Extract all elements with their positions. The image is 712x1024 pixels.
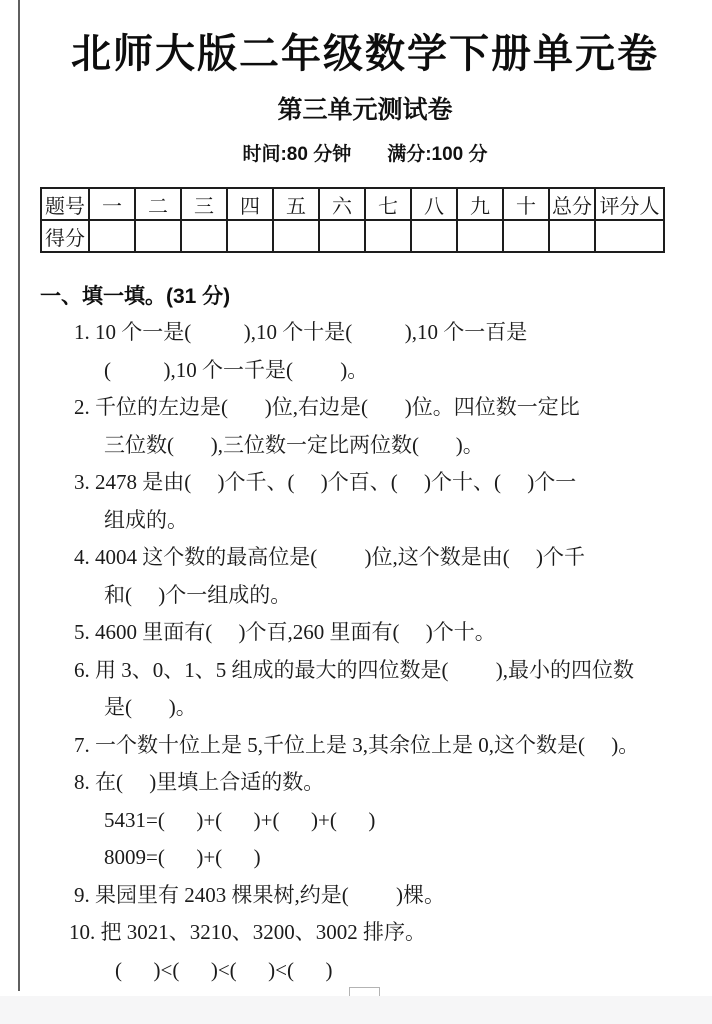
col-header-7: 七 xyxy=(365,188,411,220)
score-row-label: 得分 xyxy=(41,220,89,252)
question-10-line-2: ( )<( )<( )<( ) xyxy=(115,957,333,982)
time-limit-label: 时间:80 分钟 xyxy=(242,144,352,165)
col-header-2: 二 xyxy=(135,188,181,220)
col-header-5: 五 xyxy=(273,188,319,220)
grader-header: 评分人 xyxy=(595,188,664,220)
fill-in-questions xyxy=(40,314,690,989)
score-table xyxy=(40,187,665,253)
score-cell xyxy=(135,220,181,252)
page-bottom-edge xyxy=(0,996,712,1024)
score-cell xyxy=(411,220,457,252)
question-number-label: 题号 xyxy=(41,188,89,220)
question-6-line-1: 6. 用 3、0、1、5 组成的最大的四位数是( ),最小的四位数 xyxy=(74,657,634,682)
total-score-header: 总分 xyxy=(549,188,595,220)
question-6-line-2: 是( )。 xyxy=(104,695,197,719)
question-8-line-3: 8009=( )+( ) xyxy=(104,845,261,869)
full-score-label: 满分:100 分 xyxy=(387,144,488,165)
score-cell xyxy=(273,220,319,252)
question-1-line-1: 1. 10 个一是( ),10 个十是( ),10 个一百是 xyxy=(74,320,528,344)
score-cell xyxy=(227,220,273,252)
score-cell xyxy=(457,220,503,252)
question-8-line-2: 5431=( )+( )+( )+( ) xyxy=(104,807,376,832)
col-header-3: 三 xyxy=(181,188,227,220)
question-2-line-1: 2. 千位的左边是( )位,右边是( )位。四位数一定比 xyxy=(74,395,580,419)
score-cell xyxy=(319,220,365,252)
exam-info-line xyxy=(40,143,690,166)
unit-subtitle: 第三单元测试卷 xyxy=(277,96,453,124)
col-header-6: 六 xyxy=(319,188,365,220)
grader-cell xyxy=(595,220,664,252)
col-header-1: 一 xyxy=(89,188,135,220)
score-table-header-row xyxy=(41,188,664,220)
col-header-10: 十 xyxy=(503,188,549,220)
question-4-line-1: 4. 4004 这个数的最高位是( )位,这个数是由( )个千 xyxy=(74,545,585,569)
question-4-line-2: 和( )个一组成的。 xyxy=(104,582,292,607)
score-cell xyxy=(181,220,227,252)
score-cell xyxy=(365,220,411,252)
col-header-9: 九 xyxy=(457,188,503,220)
total-score-cell xyxy=(549,220,595,252)
col-header-4: 四 xyxy=(227,188,273,220)
col-header-8: 八 xyxy=(411,188,457,220)
question-10-line-1: 10. 把 3021、3210、3200、3002 排序。 xyxy=(69,920,426,944)
question-5-line-1: 5. 4600 里面有( )个百,260 里面有( )个十。 xyxy=(74,620,496,644)
left-margin-rule xyxy=(18,0,20,991)
paper-content xyxy=(40,0,690,989)
question-1-line-2: ( ),10 个一千是( )。 xyxy=(104,357,369,382)
question-3-line-2: 组成的。 xyxy=(104,507,188,532)
question-9-line-1: 9. 果园里有 2403 棵果树,约是( )棵。 xyxy=(74,882,445,907)
score-table-score-row xyxy=(41,220,664,252)
section-one-heading: 一、填一填。(31 分) xyxy=(40,285,231,308)
question-8-line-1: 8. 在( )里填上合适的数。 xyxy=(74,770,325,794)
score-cell xyxy=(503,220,549,252)
question-3-line-1: 3. 2478 是由( )个千、( )个百、( )个十、( )个一 xyxy=(74,470,577,494)
paper-title: 北师大版二年级数学下册单元卷 xyxy=(71,32,659,76)
score-cell xyxy=(89,220,135,252)
question-2-line-2: 三位数( ),三位数一定比两位数( )。 xyxy=(104,432,484,457)
question-7-line-1: 7. 一个数十位上是 5,千位上是 3,其余位上是 0,这个数是( )。 xyxy=(74,732,640,757)
